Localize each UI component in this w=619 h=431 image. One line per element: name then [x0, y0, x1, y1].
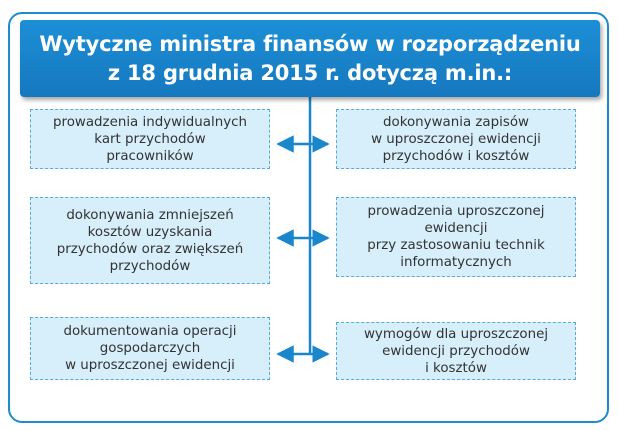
- box-recording-entries: [336, 109, 576, 169]
- box-line: informatycznych: [400, 255, 512, 270]
- box-line: pracowników: [106, 148, 194, 164]
- box-individual-income-cards: [30, 109, 270, 169]
- box-documenting-operations: [30, 317, 270, 380]
- header-line-2: z 18 grudnia 2015 r. dotyczą m.in.:: [107, 61, 513, 85]
- box-line: przy zastosowaniu technik: [367, 238, 545, 253]
- box-line: kosztów uzyskania: [87, 224, 213, 240]
- box-line: dokonywania zapisów: [383, 114, 529, 130]
- box-line: gospodarczych: [99, 341, 201, 356]
- box-line: prowadzenia uproszczonej: [367, 204, 545, 219]
- box-line: prowadzenia indywidualnych: [53, 114, 247, 130]
- header-title-box: [20, 20, 600, 97]
- box-record-requirements: [336, 322, 576, 380]
- box-line: ewidencji przychodów: [382, 343, 530, 359]
- box-line: przychodów i kosztów: [382, 148, 530, 164]
- box-line: przychodów oraz zwiększeń: [56, 241, 244, 257]
- box-it-based-records: [336, 197, 576, 277]
- box-line: dokonywania zmniejszeń: [66, 207, 234, 223]
- box-line: przychodów: [109, 258, 191, 274]
- header-line-1: Wytyczne ministra finansów w rozporządzeniu: [39, 32, 581, 56]
- box-line: w uproszczonej ewidencji: [371, 131, 541, 147]
- box-line: wymogów dla uproszczonej: [363, 326, 549, 342]
- box-line: dokumentowania operacji: [63, 324, 237, 339]
- box-cost-adjustments: [30, 197, 270, 284]
- box-line: kart przychodów: [94, 131, 206, 147]
- box-line: i kosztów: [425, 360, 487, 376]
- box-line: ewidencji: [424, 221, 488, 236]
- box-line: w uproszczonej ewidencji: [65, 358, 235, 373]
